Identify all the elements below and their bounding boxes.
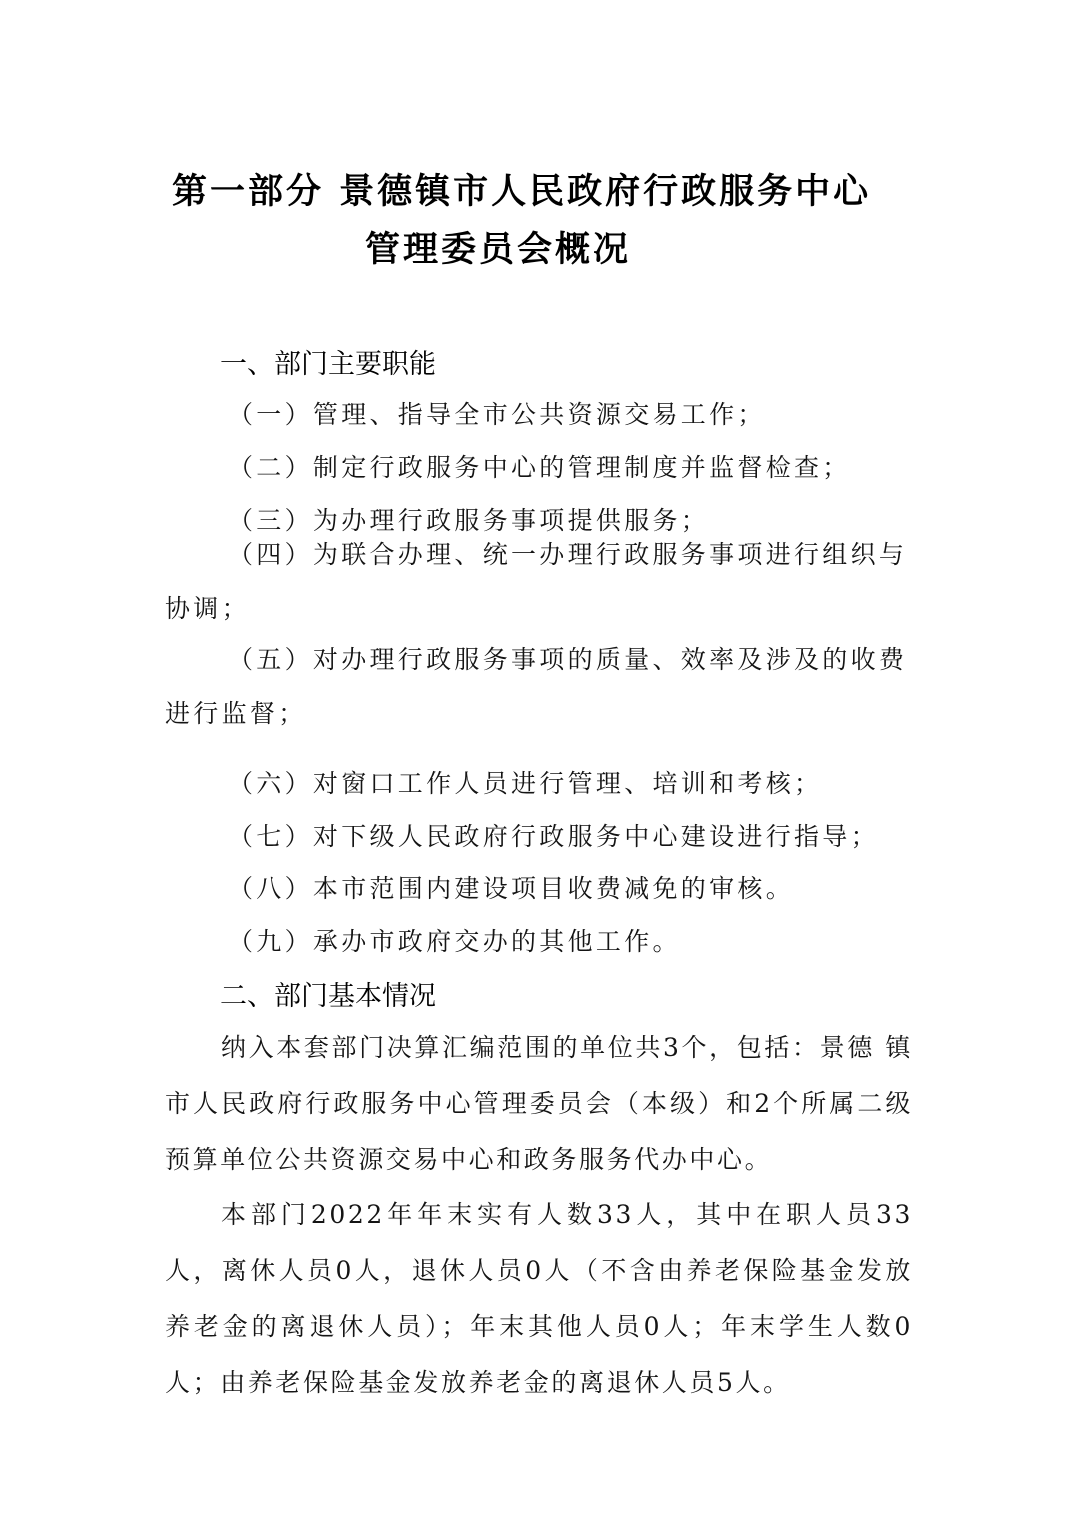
- duty-item-8: （八）本市范围内建设项目收费减免的审核。: [228, 874, 795, 903]
- section-2-heading: 二、部门基本情况: [220, 981, 436, 1012]
- section-1-heading: 一、部门主要职能: [220, 349, 436, 380]
- duty-item-6: （六）对窗口工作人员进行管理、培训和考核；: [228, 769, 823, 798]
- page-title-line-1: 第一部分 景德镇市人民政府行政服务中心: [172, 172, 872, 212]
- duty-item-9: （九）承办市政府交办的其他工作。: [228, 927, 681, 956]
- duty-item-3: （三）为办理行政服务事项提供服务；: [228, 506, 710, 535]
- staffing-paragraph: 本部门2022年年末实有人数33人，其中在职人员33 人，离休人员0人，退休人员0人（不含由养老保险基金发放养老金的离退休人员）；年末其他人员0人；年末学生人数0人；由养老保险基金发放养老金的离退休人员5人。: [165, 1200, 913, 1397]
- duty-item-5-line-1: （五）对办理行政服务事项的质量、效率及涉及的收费: [228, 645, 908, 674]
- duty-item-4-line-2: 协调；: [165, 594, 250, 623]
- duty-item-2: （二）制定行政服务中心的管理制度并监督检查；: [228, 453, 851, 482]
- scope-paragraph: 纳入本套部门决算汇编范围的单位共3个，包括：景德 镇市人民政府行政服务中心管理委员会（本级）和2个所属二级预算单位公共资源交易中心和政务服务代办中心。: [165, 1033, 913, 1174]
- page-title-line-2: 管理委员会概况: [365, 230, 632, 270]
- duty-item-5-line-2: 进行监督；: [165, 699, 307, 728]
- duty-item-4-line-1: （四）为联合办理、统一办理行政服务事项进行组织与: [228, 540, 908, 569]
- duty-item-1: （一）管理、指导全市公共资源交易工作；: [228, 400, 766, 429]
- duty-item-7: （七）对下级人民政府行政服务中心建设进行指导；: [228, 822, 879, 851]
